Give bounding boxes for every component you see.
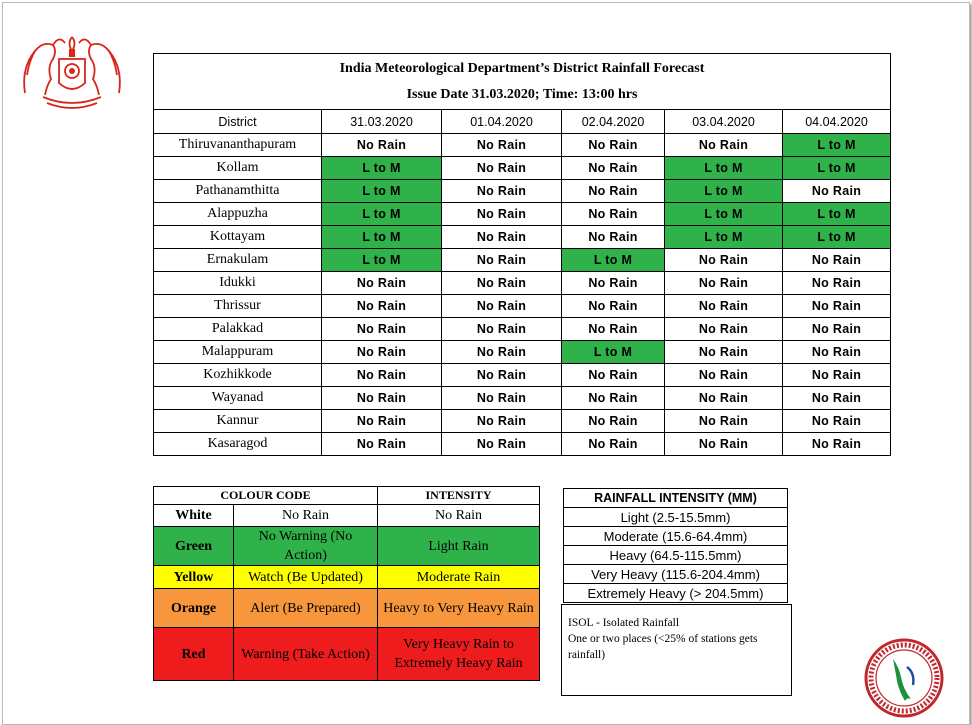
forecast-title-row	[154, 54, 891, 110]
rainfall-intensity-item: Very Heavy (115.6-204.4mm)	[564, 565, 788, 584]
district-name: Malappuram	[154, 341, 322, 364]
forecast-cell: No Rain	[442, 180, 562, 203]
district-row	[154, 433, 891, 456]
forecast-cell: No Rain	[665, 364, 783, 387]
colour-code-header-row	[154, 487, 540, 505]
forecast-cell: No Rain	[442, 410, 562, 433]
forecast-cell: No Rain	[322, 364, 442, 387]
district-row	[154, 157, 891, 180]
intensity-header: INTENSITY	[378, 487, 540, 505]
forecast-cell: No Rain	[783, 180, 891, 203]
district-name: Thrissur	[154, 295, 322, 318]
kerala-emblem-logo	[17, 23, 127, 113]
forecast-cell: No Rain	[783, 364, 891, 387]
forecast-cell: No Rain	[442, 272, 562, 295]
forecast-cell: No Rain	[322, 341, 442, 364]
document-page	[2, 2, 970, 725]
rainfall-intensity-table	[563, 488, 788, 603]
forecast-cell: L to M	[665, 203, 783, 226]
colour-code-table	[153, 486, 540, 681]
district-row	[154, 272, 891, 295]
column-header-date: 31.03.2020	[322, 110, 442, 134]
forecast-cell: L to M	[322, 249, 442, 272]
forecast-cell: L to M	[322, 203, 442, 226]
forecast-cell: No Rain	[442, 341, 562, 364]
forecast-cell: No Rain	[442, 157, 562, 180]
forecast-cell: L to M	[322, 157, 442, 180]
forecast-cell: L to M	[665, 157, 783, 180]
colour-name: White	[154, 505, 234, 527]
district-row	[154, 180, 891, 203]
colour-meaning: Watch (Be Updated)	[234, 566, 378, 589]
forecast-cell: No Rain	[322, 433, 442, 456]
forecast-cell: No Rain	[783, 272, 891, 295]
district-name: Kottayam	[154, 226, 322, 249]
page-title: India Meteorological Department’s District Rainfall Forecast	[339, 60, 705, 76]
forecast-cell: L to M	[783, 203, 891, 226]
forecast-cell: L to M	[665, 180, 783, 203]
colour-intensity: Light Rain	[378, 527, 540, 566]
district-name: Kasaragod	[154, 433, 322, 456]
forecast-cell: No Rain	[322, 272, 442, 295]
district-row	[154, 134, 891, 157]
colour-intensity: Heavy to Very Heavy Rain	[378, 589, 540, 628]
colour-meaning: No Warning (No Action)	[234, 527, 378, 566]
forecast-cell: L to M	[783, 134, 891, 157]
forecast-cell: No Rain	[562, 387, 665, 410]
issue-label: Issue Date	[406, 86, 469, 102]
forecast-cell: No Rain	[322, 318, 442, 341]
forecast-cell: No Rain	[562, 157, 665, 180]
forecast-cell: No Rain	[562, 203, 665, 226]
forecast-cell: No Rain	[783, 249, 891, 272]
forecast-cell: No Rain	[665, 341, 783, 364]
forecast-body	[154, 134, 891, 456]
district-name: Thiruvananthapuram	[154, 134, 322, 157]
forecast-cell: No Rain	[783, 318, 891, 341]
forecast-cell: No Rain	[322, 134, 442, 157]
colour-code-header: COLOUR CODE	[154, 487, 378, 505]
column-header-date: 03.04.2020	[665, 110, 783, 134]
colour-code-row	[154, 566, 540, 589]
column-header-date: 01.04.2020	[442, 110, 562, 134]
forecast-cell: No Rain	[665, 272, 783, 295]
district-row	[154, 203, 891, 226]
colour-name: Orange	[154, 589, 234, 628]
district-row	[154, 387, 891, 410]
issue-time: ; Time: 13:00 hrs	[534, 86, 638, 102]
district-name: Pathanamthitta	[154, 180, 322, 203]
colour-meaning: Warning (Take Action)	[234, 628, 378, 681]
forecast-cell: No Rain	[665, 249, 783, 272]
forecast-cell: No Rain	[442, 387, 562, 410]
district-name: Kannur	[154, 410, 322, 433]
forecast-cell: No Rain	[562, 364, 665, 387]
forecast-cell: No Rain	[562, 180, 665, 203]
colour-intensity: Very Heavy Rain to Extremely Heavy Rain	[378, 628, 540, 681]
forecast-cell: No Rain	[783, 387, 891, 410]
forecast-cell: No Rain	[442, 295, 562, 318]
forecast-cell: No Rain	[322, 295, 442, 318]
district-name: Idukki	[154, 272, 322, 295]
forecast-cell: No Rain	[562, 433, 665, 456]
forecast-cell: No Rain	[442, 226, 562, 249]
forecast-cell: No Rain	[665, 387, 783, 410]
forecast-cell: No Rain	[442, 364, 562, 387]
forecast-cell: No Rain	[322, 387, 442, 410]
forecast-cell: No Rain	[322, 410, 442, 433]
column-header-district: District	[154, 110, 322, 134]
forecast-cell: No Rain	[665, 433, 783, 456]
forecast-cell: No Rain	[442, 134, 562, 157]
district-row	[154, 226, 891, 249]
forecast-cell: No Rain	[783, 341, 891, 364]
colour-code-row	[154, 527, 540, 566]
district-name: Kollam	[154, 157, 322, 180]
forecast-cell: No Rain	[562, 410, 665, 433]
forecast-cell: L to M	[322, 226, 442, 249]
colour-code-row	[154, 505, 540, 527]
forecast-cell: No Rain	[562, 295, 665, 318]
colour-code-row	[154, 589, 540, 628]
district-row	[154, 318, 891, 341]
district-name: Alappuzha	[154, 203, 322, 226]
district-name: Wayanad	[154, 387, 322, 410]
isol-note-line: One or two places (<25% of stations gets rainfall)	[568, 633, 758, 661]
colour-name: Yellow	[154, 566, 234, 589]
rainfall-intensity-item: Light (2.5-15.5mm)	[564, 508, 788, 527]
issue-line	[154, 82, 890, 108]
isol-note-line: ISOL - Isolated Rainfall	[568, 617, 680, 629]
forecast-cell: No Rain	[665, 318, 783, 341]
forecast-cell: No Rain	[562, 226, 665, 249]
rainfall-intensity-item: Heavy (64.5-115.5mm)	[564, 546, 788, 565]
rainfall-intensity-item: Moderate (15.6-64.4mm)	[564, 527, 788, 546]
colour-name: Red	[154, 628, 234, 681]
colour-intensity: Moderate Rain	[378, 566, 540, 589]
forecast-cell: No Rain	[562, 272, 665, 295]
forecast-cell: L to M	[322, 180, 442, 203]
forecast-cell: No Rain	[562, 134, 665, 157]
column-header-row	[154, 110, 891, 134]
forecast-cell: L to M	[783, 226, 891, 249]
forecast-table	[153, 53, 891, 456]
district-name: Palakkad	[154, 318, 322, 341]
forecast-cell: No Rain	[665, 295, 783, 318]
colour-code-row	[154, 628, 540, 681]
colour-intensity: No Rain	[378, 505, 540, 527]
forecast-cell: L to M	[783, 157, 891, 180]
district-row	[154, 341, 891, 364]
forecast-cell: No Rain	[665, 410, 783, 433]
rainfall-intensity-body	[564, 508, 788, 603]
forecast-cell: No Rain	[783, 410, 891, 433]
column-header-date: 04.04.2020	[783, 110, 891, 134]
district-name: Kozhikkode	[154, 364, 322, 387]
rainfall-intensity-item: Extremely Heavy (> 204.5mm)	[564, 584, 788, 603]
isol-note	[561, 604, 792, 696]
forecast-cell: No Rain	[665, 134, 783, 157]
forecast-cell: No Rain	[442, 433, 562, 456]
district-row	[154, 295, 891, 318]
forecast-cell: No Rain	[783, 433, 891, 456]
colour-name: Green	[154, 527, 234, 566]
forecast-cell: No Rain	[783, 295, 891, 318]
sdma-seal-logo	[863, 637, 945, 719]
district-row	[154, 249, 891, 272]
forecast-title	[154, 54, 891, 110]
column-header-date: 02.04.2020	[562, 110, 665, 134]
forecast-cell: No Rain	[562, 318, 665, 341]
rainfall-intensity-title: RAINFALL INTENSITY (MM)	[564, 489, 788, 508]
colour-meaning: Alert (Be Prepared)	[234, 589, 378, 628]
colour-code-body	[154, 505, 540, 681]
district-row	[154, 410, 891, 433]
forecast-cell: L to M	[665, 226, 783, 249]
forecast-cell: No Rain	[442, 203, 562, 226]
colour-meaning: No Rain	[234, 505, 378, 527]
forecast-cell: L to M	[562, 249, 665, 272]
issue-date: 31.03.2020	[471, 86, 535, 102]
forecast-cell: L to M	[562, 341, 665, 364]
forecast-cell: No Rain	[442, 249, 562, 272]
forecast-cell: No Rain	[442, 318, 562, 341]
district-row	[154, 364, 891, 387]
district-name: Ernakulam	[154, 249, 322, 272]
